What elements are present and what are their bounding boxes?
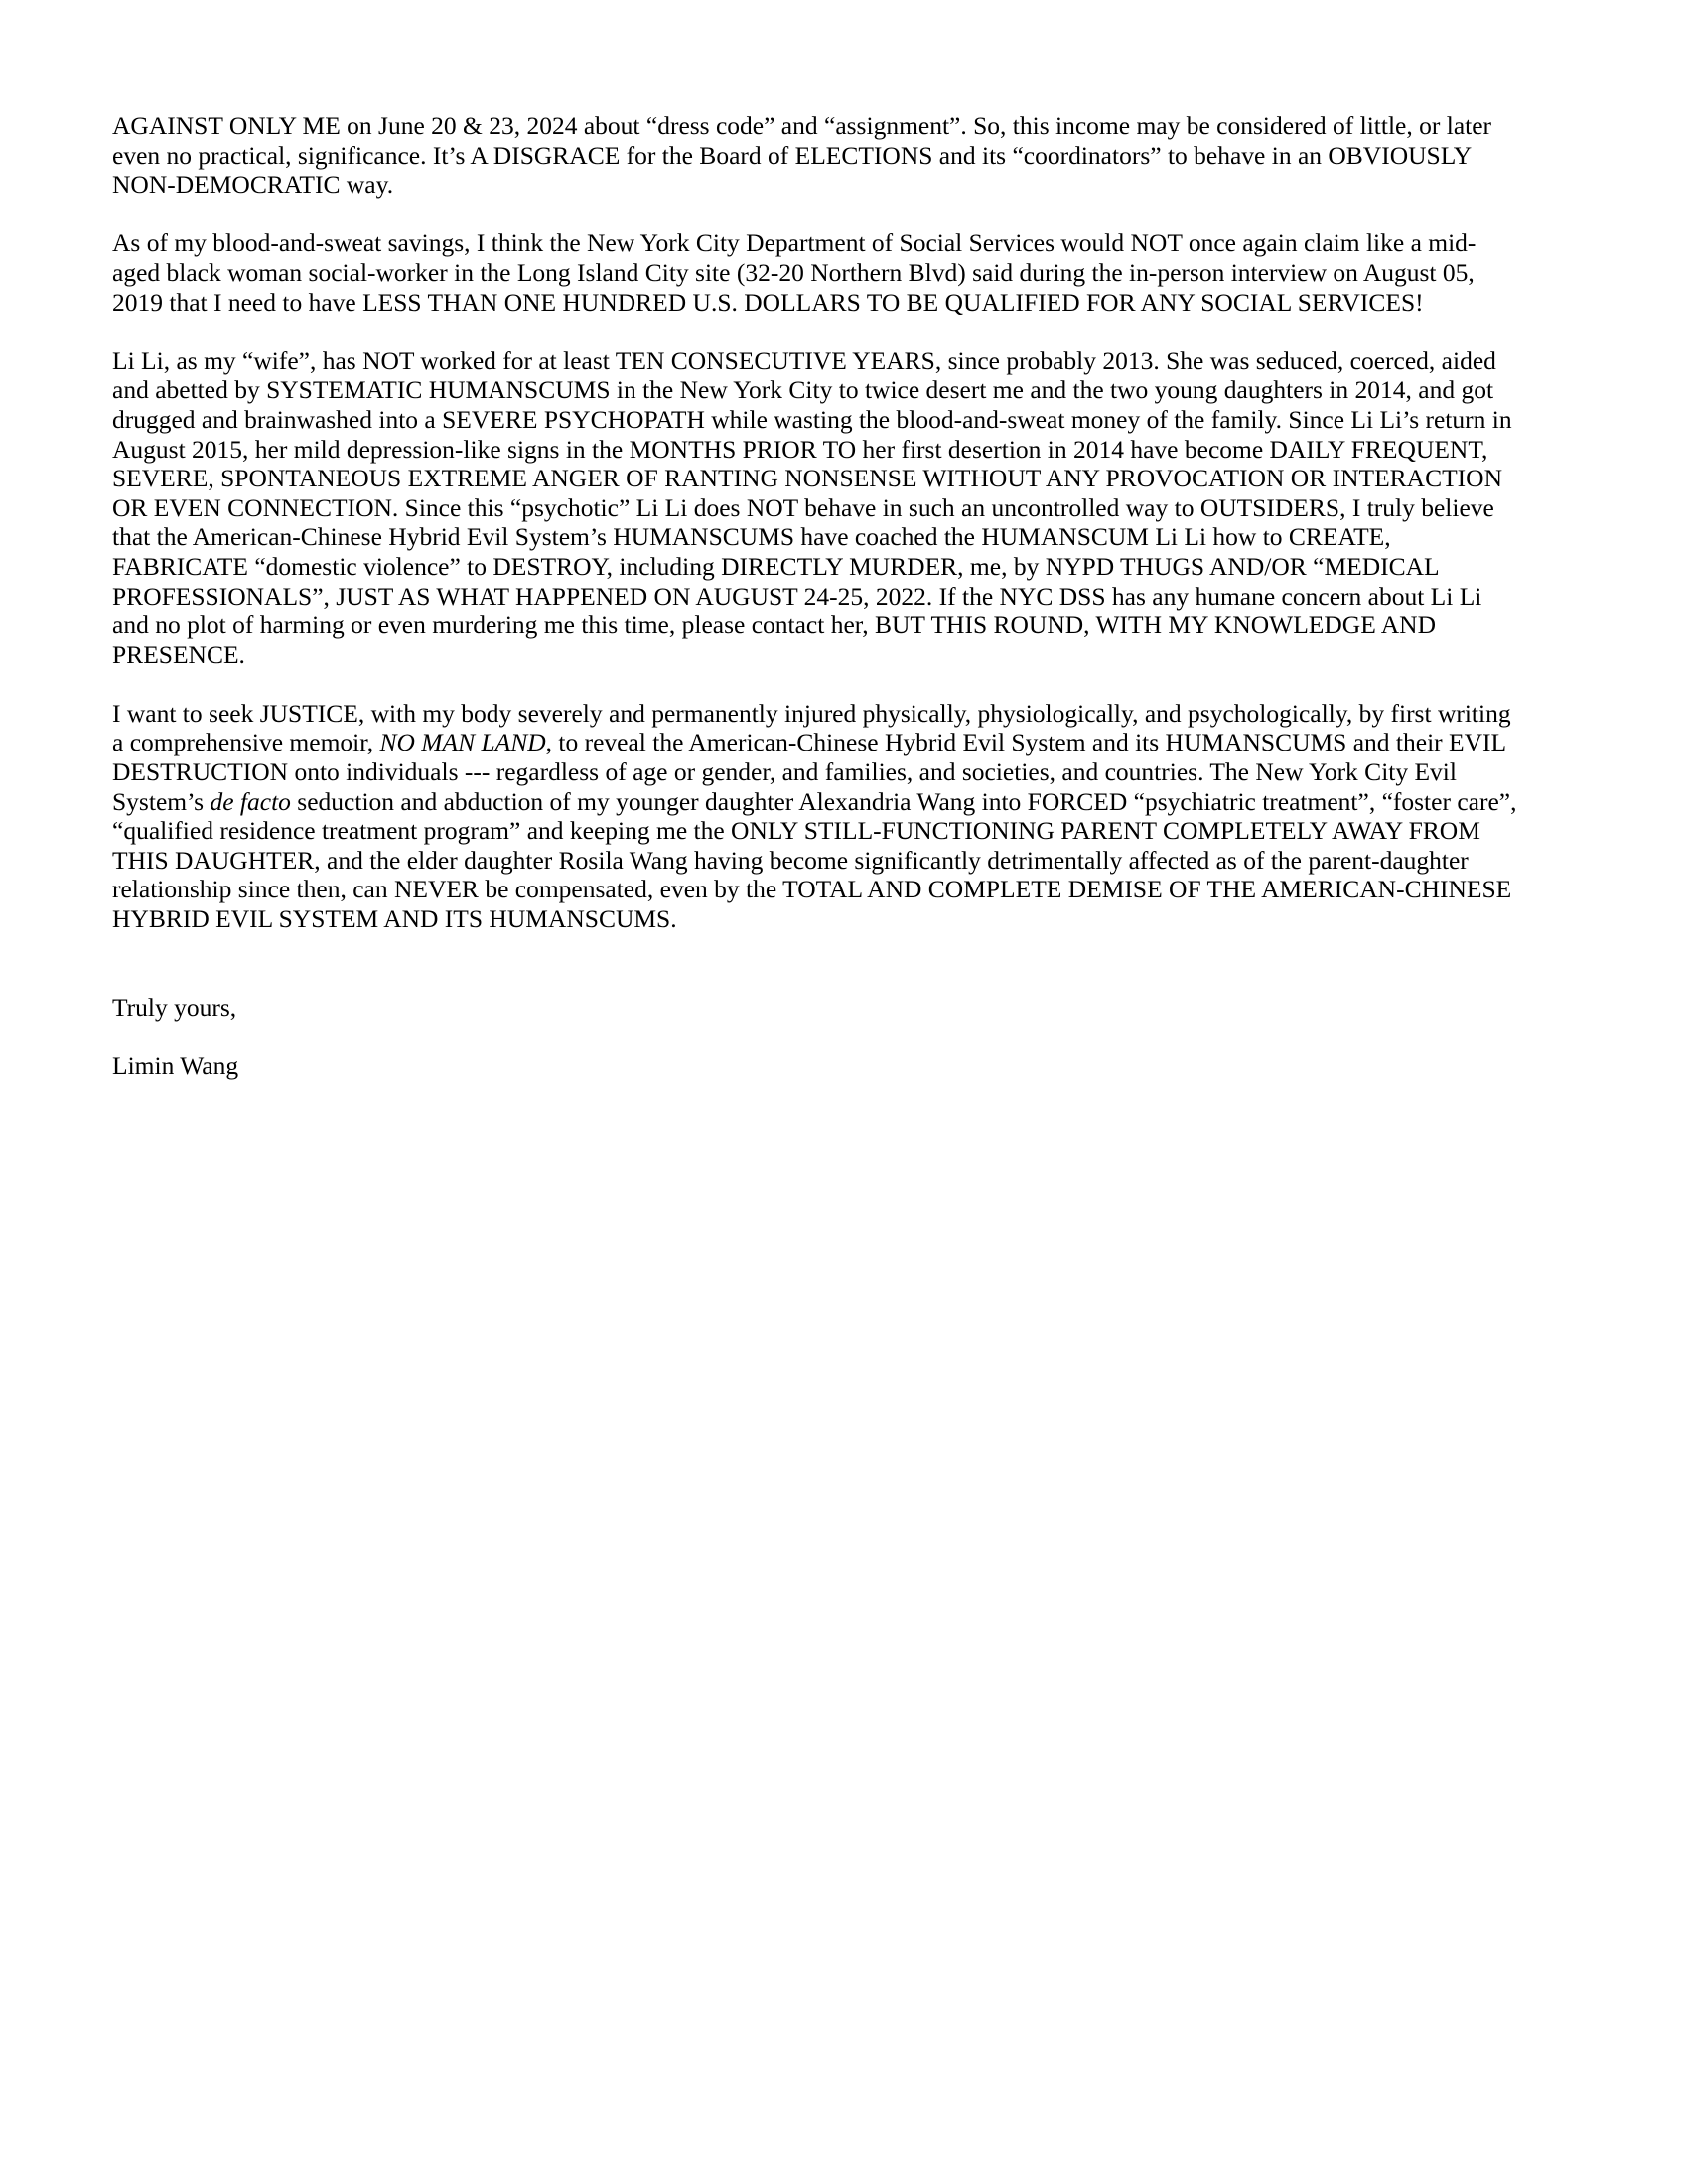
de-facto-italic: de facto xyxy=(210,786,291,816)
signature-name: Limin Wang xyxy=(112,1051,239,1080)
paragraph-3 xyxy=(112,346,1522,670)
paragraph-4-text-part-2: , to reveal the American-Chinese Hybrid Evil System and its HUMANSCUMS and their EVIL DESTRUCTION onto individuals --- regardless of age or gender, and families, and societies, and countries. The New York City Evil System’s xyxy=(112,728,1506,816)
paragraph-2-text: As of my blood-and-sweat savings, I think the New York City Department of Social Services would NOT once again claim like a mid-aged black woman social-worker in the Long Island City site (32-20 Northern Blvd) said during the in-person interview on August 05, 2019 that I need to have LESS THAN ONE HUNDRED U.S. DOLLARS TO BE QUALIFIED FOR ANY SOCIAL SERVICES! xyxy=(112,228,1477,317)
paragraph-3-text: Li Li, as my “wife”, has NOT worked for at least TEN CONSECUTIVE YEARS, since probably 2013. She was seduced, coerced, aided and abetted by SYSTEMATIC HUMANSCUMS in the New York City to twice desert me and the two young daughters in 2014, and got drugged and brainwashed into a SEVERE PSYCHOPATH while wasting the blood-and-sweat money of the family. Since Li Li’s return in August 2015, her mild depression-like signs in the MONTHS PRIOR TO her first desertion in 2014 have become DAILY FREQUENT, SEVERE, SPONTANEOUS EXTREME ANGER OF RANTING NONSENSE WITHOUT ANY PROVOCATION OR INTERACTION OR EVEN CONNECTION. Since this “psychotic” Li Li does NOT behave in such an uncontrolled way to OUTSIDERS, I truly believe that the American-Chinese Hybrid Evil System’s HUMANSCUMS have coached the HUMANSCUM Li Li how to CREATE, FABRICATE “domestic violence” to DESTROY, including DIRECTLY MURDER, me, by NYPD THUGS AND/OR “MEDICAL PROFESSIONALS”, JUST AS WHAT HAPPENED ON AUGUST 24-25, 2022. If the NYC DSS has any humane concern about Li Li and no plot of harming or even murdering me this time, please contact her, BUT THIS ROUND, WITH MY KNOWLEDGE AND PRESENCE. xyxy=(112,345,1512,669)
paragraph-4 xyxy=(112,699,1522,934)
paragraph-1 xyxy=(112,111,1522,200)
letter-body xyxy=(112,111,1522,1081)
paragraph-4-text-part-1: I want to seek JUSTICE, with my body severely and permanently injured physically, physiologically, and psychologically, by first writing a comprehensive memoir, xyxy=(112,698,1511,757)
closing-salutation: Truly yours, xyxy=(112,992,237,1022)
memoir-title-italic: NO MAN LAND xyxy=(379,728,546,757)
paragraph-1-text: AGAINST ONLY ME on June 20 & 23, 2024 about “dress code” and “assignment”. So, this income may be considered of little, or later even no practical, significance. It’s A DISGRACE for the Board of ELECTIONS and its “coordinators” to behave in an OBVIOUSLY NON-DEMOCRATIC way. xyxy=(112,111,1492,200)
closing-spacer xyxy=(112,963,1522,993)
paragraph-2 xyxy=(112,228,1522,317)
paragraph-4-text-part-3: seduction and abduction of my younger daughter Alexandria Wang into FORCED “psychiatric treatment”, “foster care”, “qualified residence treatment program” and keeping me the ONLY STILL-FUNCTIONING PARENT COMPLETELY AWAY FROM THIS DAUGHTER, and the elder daughter Rosila Wang having become significantly detrimentally affected as of the parent-daughter relationship since then, can NEVER be compensated, even by the TOTAL AND COMPLETE DEMISE OF THE AMERICAN-CHINESE HYBRID EVIL SYSTEM AND ITS HUMANSCUMS. xyxy=(112,786,1517,934)
